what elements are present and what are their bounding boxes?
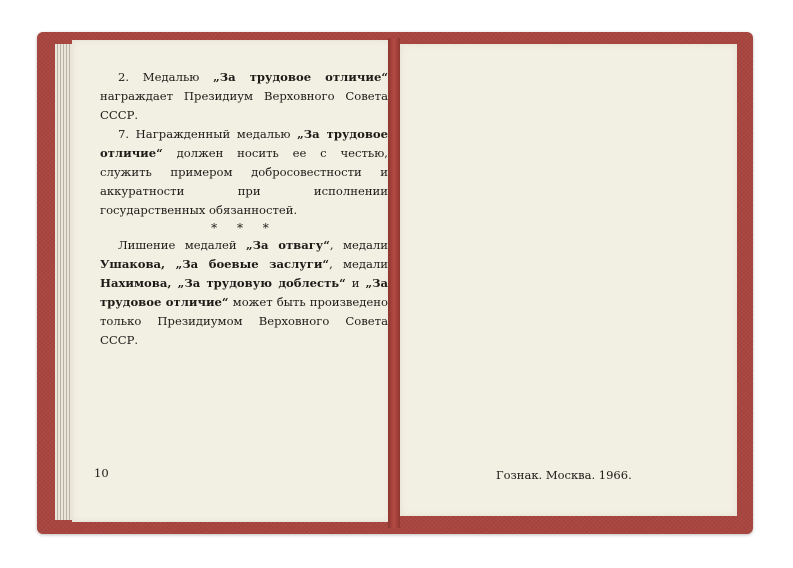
paragraph-award: 2. Медалью „За трудовое отличие“ награждает Президиум Верховного Совета СССР. bbox=[100, 70, 388, 122]
paragraph-duty: 7. Награжденный медалью „За трудовое отличие“ должен носить ее с честью, служить примером добросовестности и аккуратности при исполнении государственных обязанностей. bbox=[100, 127, 388, 217]
printer-imprint: Гознак. Москва. 1966. bbox=[496, 468, 632, 482]
medal-name: Нахимова, „За трудовую доблесть“ bbox=[100, 276, 346, 290]
medal-name: „За отвагу“ bbox=[245, 238, 330, 252]
medal-name: „За трудовое отличие“ bbox=[100, 276, 388, 309]
left-page-text bbox=[100, 68, 388, 350]
page-number: 10 bbox=[94, 466, 109, 480]
paragraph-revocation: Лишение медалей „За отвагу“, медали Ушакова, „За боевые заслуги“, медали Нахимова, „За трудовую доблесть“ и „За трудовое отличие“ может быть произведено только Президиумом Верховного Совета СССР. bbox=[100, 238, 388, 347]
medal-name: „За трудовое отличие“ bbox=[213, 70, 388, 84]
booklet-spine bbox=[388, 38, 400, 528]
right-page bbox=[400, 44, 737, 516]
medal-name: „За трудовое отличие“ bbox=[100, 127, 388, 160]
medal-name: Ушакова, „За боевые заслуги“ bbox=[100, 257, 330, 271]
section-separator: * * * bbox=[211, 221, 277, 235]
